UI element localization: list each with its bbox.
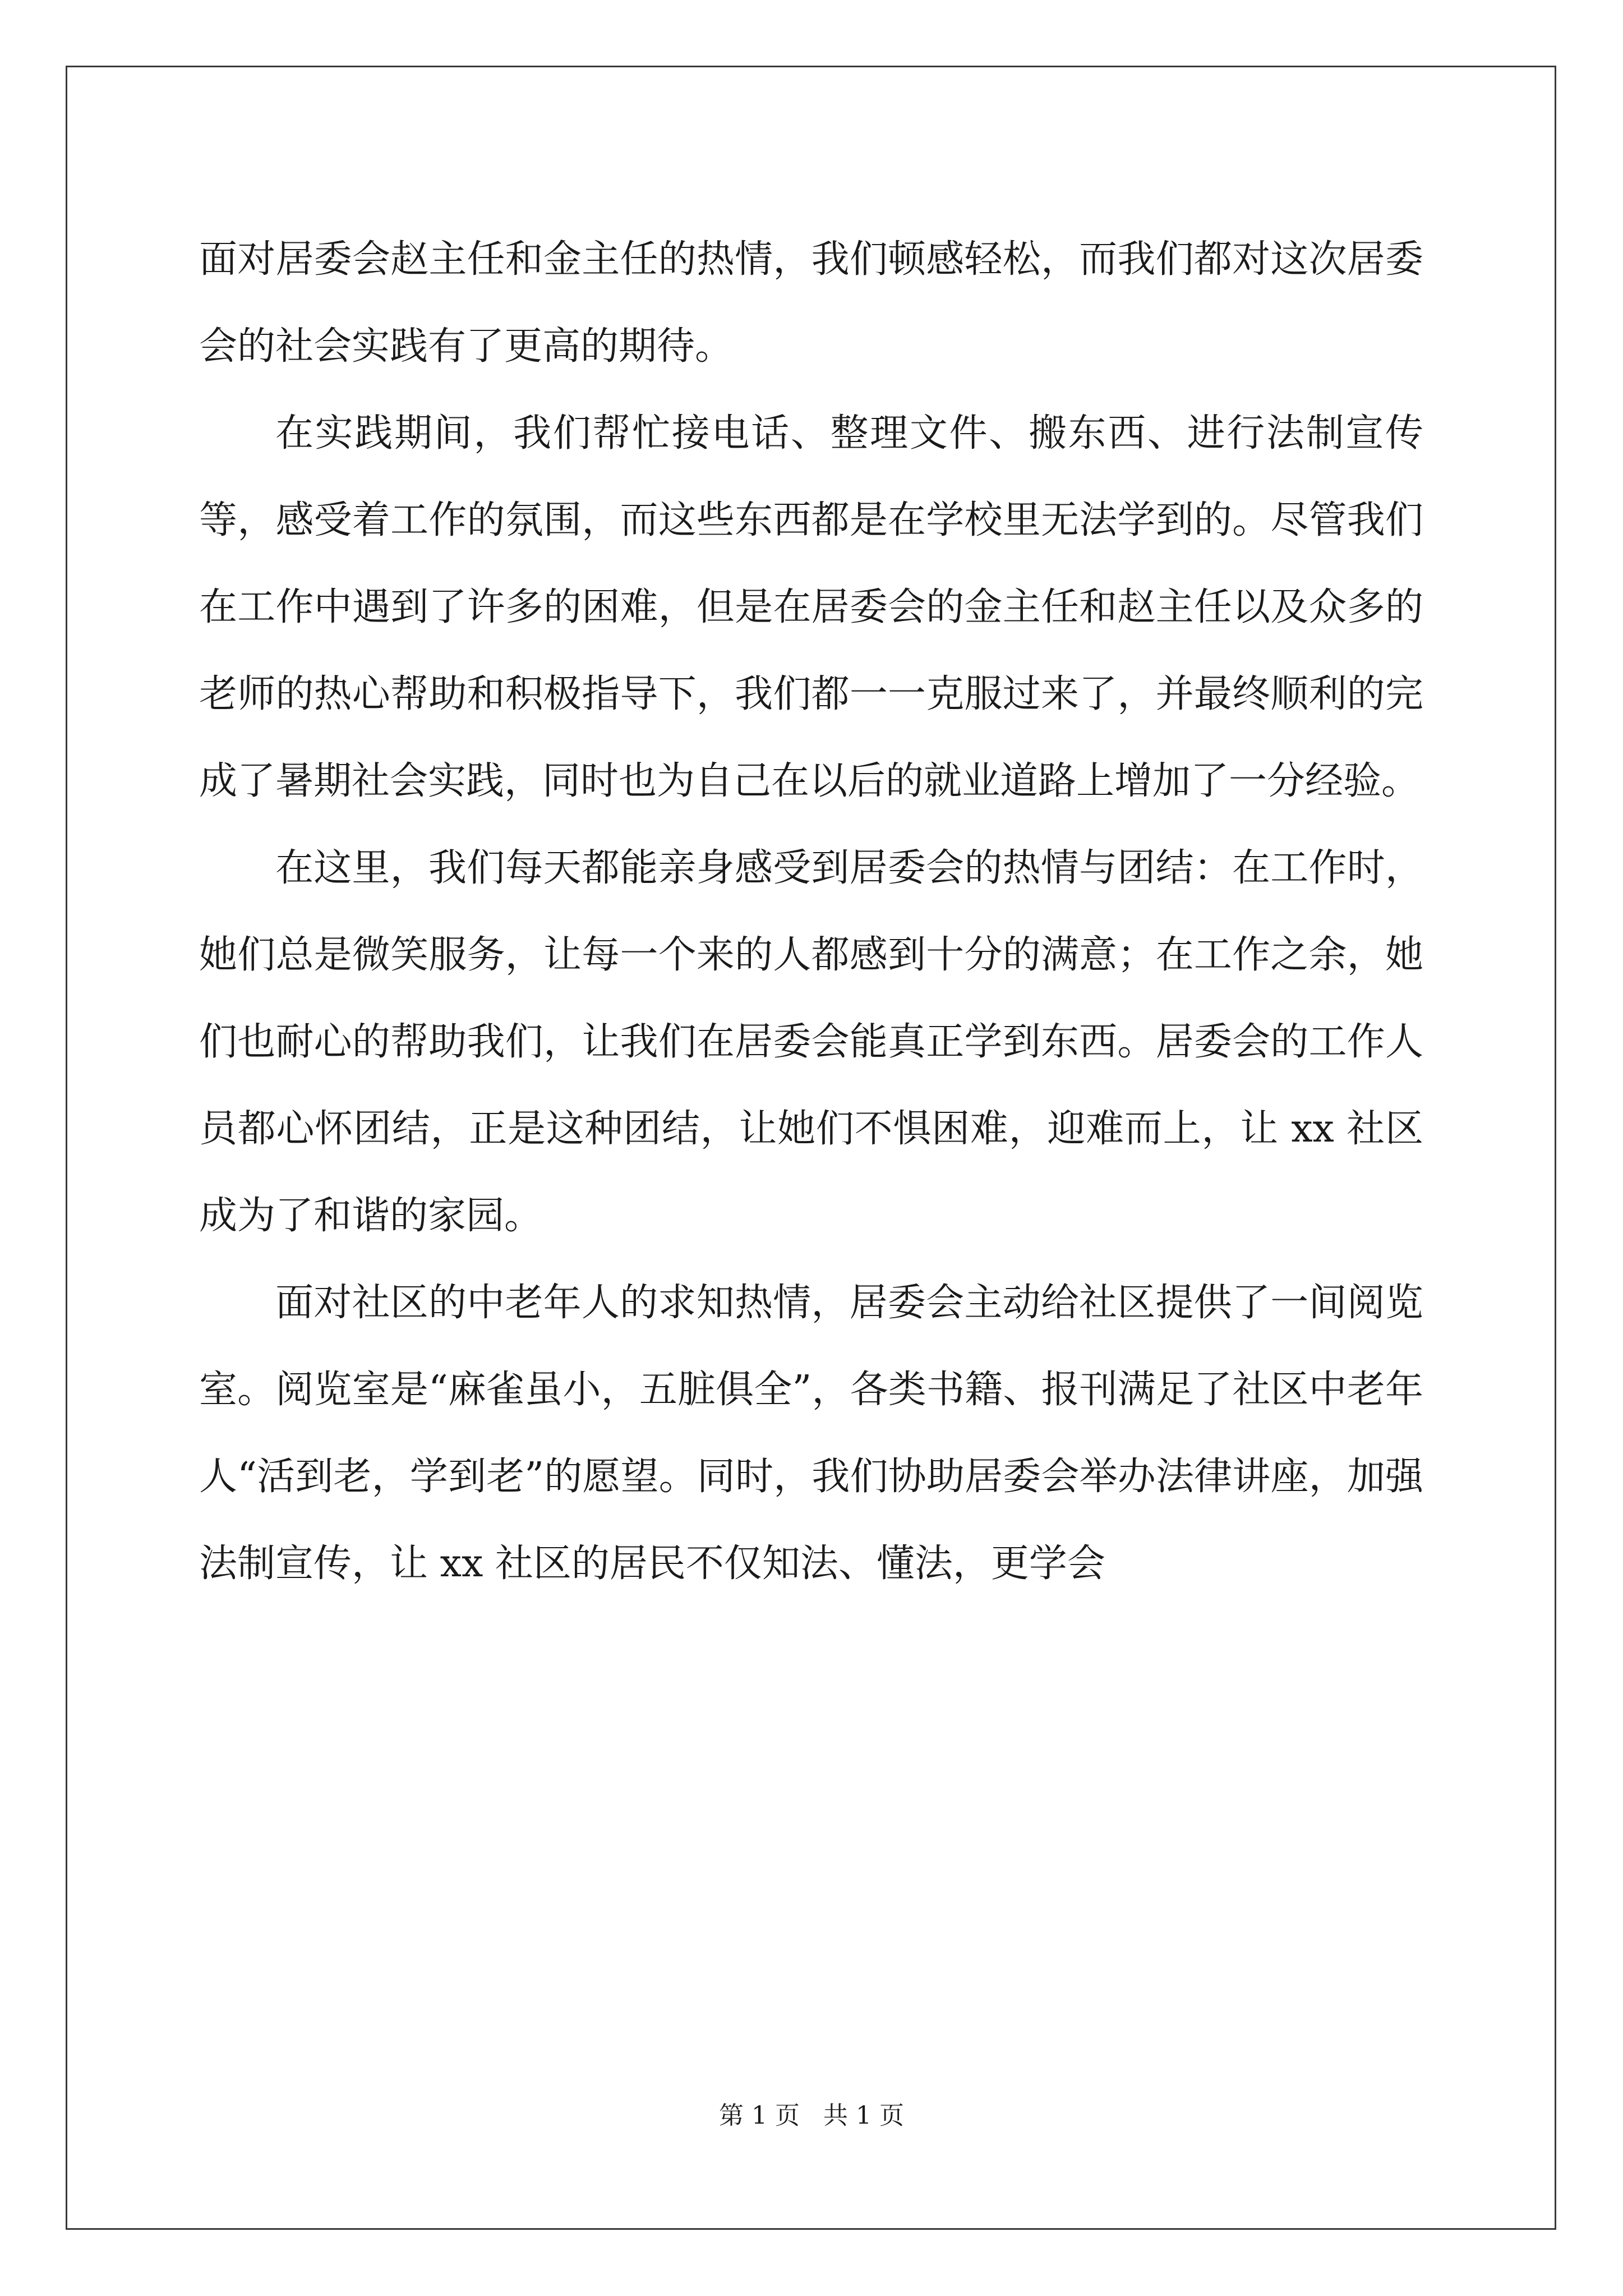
page-footer: 第 1 页 共 1 页 [719, 2101, 904, 2130]
paragraph-4: 面对社区的中老年人的求知热情，居委会主动给社区提供了一间阅览室。阅览室是“麻雀虽小，五脏俱全”，各类书籍、报刊满足了社区中老年人“活到老，学到老”的愿望。同时，我们协助居委会举办法律讲座，加强法制宣传，让 xx 社区的居民不仅知法、懂法，更学会 [199, 1281, 1423, 1586]
document-body [199, 216, 1423, 1607]
paragraph-2: 在实践期间，我们帮忙接电话、整理文件、搬东西、进行法制宣传等，感受着工作的氛围，而这些东西都是在学校里无法学到的。尽管我们在工作中遇到了许多的困难，但是在居委会的金主任和赵主任以及众多的老师的热心帮助和积极指导下，我们都一一克服过来了，并最终顺利的完成了暑期社会实践，同时也为自己在以后的就业道路上增加了一分经验。 [199, 411, 1423, 803]
paragraph-3: 在这里，我们每天都能亲身感受到居委会的热情与团结：在工作时，她们总是微笑服务，让每一个来的人都感到十分的满意；在工作之余，她们也耐心的帮助我们，让我们在居委会能真正学到东西。居委会的工作人员都心怀团结，正是这种团结，让她们不惧困难，迎难而上，让 xx 社区成为了和谐的家园。 [199, 846, 1423, 1238]
paragraph-1: 面对居委会赵主任和金主任的热情，我们顿感轻松，而我们都对这次居委会的社会实践有了更高的期待。 [199, 237, 1423, 369]
